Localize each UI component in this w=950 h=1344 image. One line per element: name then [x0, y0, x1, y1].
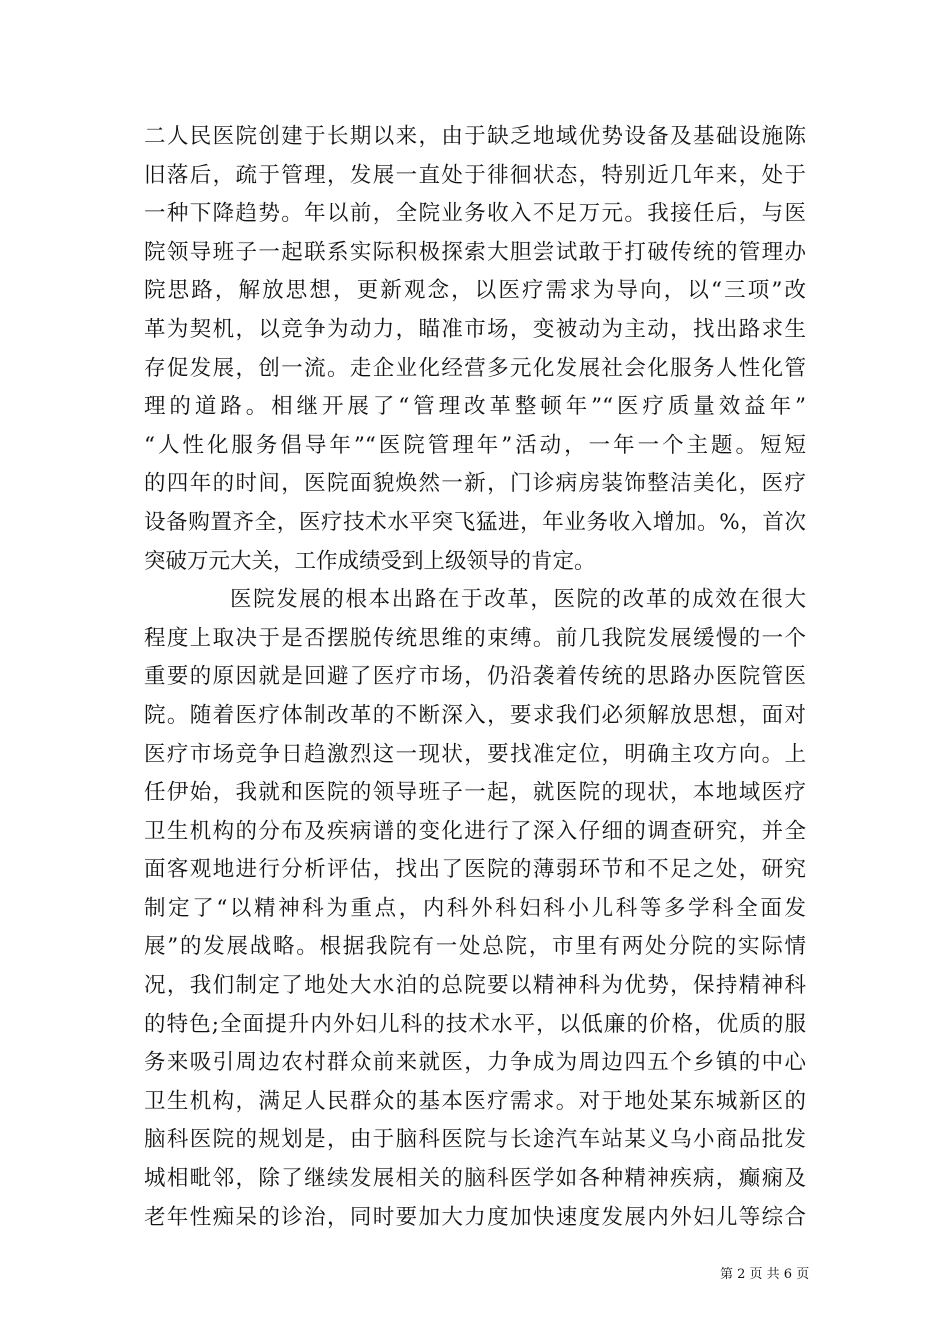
text-line: “人性化服务倡导年”“医院管理年”活动，一年一个主题。短短: [144, 432, 806, 458]
text-line: 院。随着医疗体制改革的不断深入，要求我们必须解放思想，面对: [144, 702, 806, 728]
text-line: 重要的原因就是回避了医疗市场，仍沿袭着传统的思路办医院管医: [144, 664, 806, 690]
paragraph-1: [144, 118, 806, 581]
text-line: 况，我们制定了地处大水泊的总院要以精神科为优势，保持精神科: [144, 973, 806, 999]
text-line: 老年性痴呆的诊治，同时要加大力度加快速度发展内外妇儿等综合: [144, 1204, 806, 1230]
paragraph-2: [144, 581, 806, 1237]
text-line: 展”的发展战略。根据我院有一处总院，市里有两处分院的实际情: [144, 934, 806, 960]
text-line: 一种下降趋势。年以前，全院业务收入不足万元。我接任后，与医: [144, 201, 806, 227]
text-line: 院领导班子一起联系实际积极探索大胆尝试敢于打破传统的管理办: [144, 239, 806, 265]
text-line: 设备购置齐全，医疗技术水平突飞猛进，年业务收入增加。%，首次: [144, 509, 806, 535]
text-line: 旧落后，疏于管理，发展一直处于徘徊状态，特别近几年来，处于: [144, 162, 806, 188]
text-line: 脑科医院的规划是，由于脑科医院与长途汽车站某义乌小商品批发: [144, 1127, 806, 1153]
text-line: 务来吸引周边农村群众前来就医，力争成为周边四五个乡镇的中心: [144, 1050, 806, 1076]
text-line: 任伊始，我就和医院的领导班子一起，就医院的现状，本地域医疗: [144, 780, 806, 806]
text-line: 院思路，解放思想，更新观念，以医疗需求为导向，以“三项”改: [144, 278, 806, 304]
text-line: 的特色;全面提升内外妇儿科的技术水平，以低廉的价格，优质的服: [144, 1011, 806, 1037]
text-line: 二人民医院创建于长期以来，由于缺乏地域优势设备及基础设施陈: [144, 124, 806, 149]
text-line: 革为契机，以竞争为动力，瞄准市场，变被动为主动，找出路求生: [144, 316, 806, 342]
text-line: 制定了“以精神科为重点，内科外科妇科小儿科等多学科全面发: [144, 895, 806, 921]
text-line: 理的道路。相继开展了“管理改革整顿年”“医疗质量效益年”: [144, 394, 806, 420]
text-line: 面客观地进行分析评估，找出了医院的薄弱环节和不足之处，研究: [144, 857, 806, 883]
text-line: 突破万元大关，工作成绩受到上级领导的肯定。: [144, 548, 596, 574]
text-line: 的四年的时间，医院面貌焕然一新，门诊病房装饰整洁美化，医疗: [144, 471, 806, 497]
body-text: [144, 118, 806, 1237]
text-line: 医疗市场竞争日趋激烈这一现状，要找准定位，明确主攻方向。上: [144, 741, 806, 767]
text-line: 存促发展，创一流。走企业化经营多元化发展社会化服务人性化管: [144, 355, 806, 381]
text-line: 医院发展的根本出路在于改革，医院的改革的成效在很大: [230, 587, 806, 613]
text-line: 卫生机构，满足人民群众的基本医疗需求。对于地处某东城新区的: [144, 1088, 806, 1114]
text-line: 程度上取决于是否摆脱传统思维的束缚。前几我院发展缓慢的一个: [144, 625, 806, 651]
text-line: 城相毗邻，除了继续发展相关的脑科医学如各种精神疾病，癫痫及: [144, 1166, 806, 1192]
page-number: 第 2 页 共 6 页: [720, 1267, 810, 1282]
text-line: 卫生机构的分布及疾病谱的变化进行了深入仔细的调查研究，并全: [144, 818, 806, 844]
